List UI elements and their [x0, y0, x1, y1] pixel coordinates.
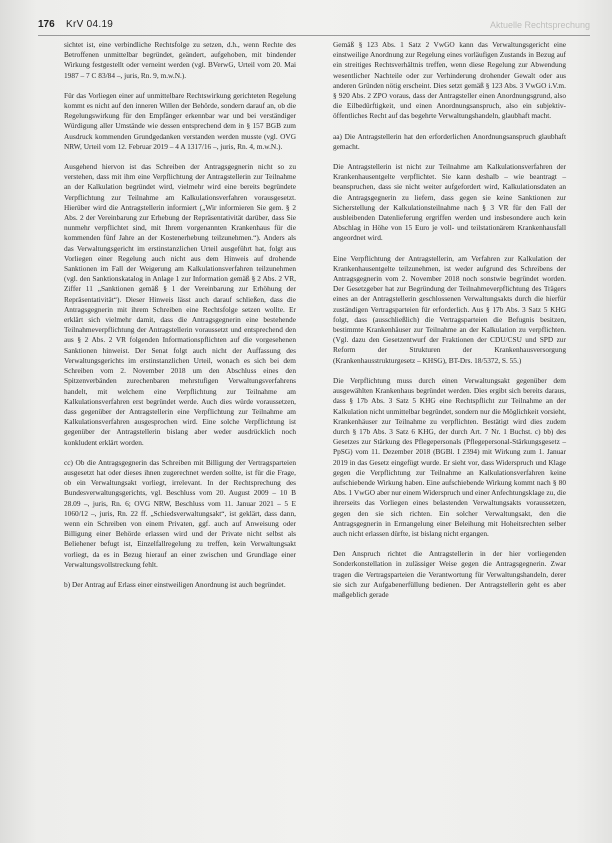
paragraph: Für das Vorliegen einer auf unmittelbare Rechtswirkung gerichteten Regelung kommt es nicht auf den inneren Willen der Behörde, sondern darauf an, ob die Regelungswirkung für den Empfänger erkennbar war und bei verständiger Würdigung aller Umstände wie dessen entsprechend dem in § 157 BGB zum Ausdruck kommenden Grundgedanken verstanden werden musste (vgl. OVG NRW, Urteil vom 12. Februar 2019 – 4 A 1317/16 –, juris, Rn. 4, m.w.N.).	[64, 90, 296, 151]
running-header	[20, 17, 590, 33]
paragraph: Die Verpflichtung muss durch einen Verwaltungsakt gegenüber dem ausgewählten Krankenhaus begründet werden. Dies ergibt sich bereits daraus, dass § 17b Abs. 3 Satz 5 KHG eine Rechtspflicht zur Teilnahme an der Kalkulation nicht unmittelbar begründet, sondern nur die Möglichkeit vorsieht, Krankenhäuser zur Teilnahme zu verpflichten. Bestätigt wird dies zudem durch § 17b Abs. 3 Satz 6 KHG, der durch Art. 7 Nr. 1 Buchst. c) bb) des Gesetzes zur Stärkung des Pflegepersonals (Pflegepersonal-Stärkungsgesetz – PpSG) vom 11. Dezember 2018 (BGBl. I 2394) mit Wirkung zum 1. Januar 2019 in das Gesetz eingefügt wurde. Er sieht vor, dass Widerspruch und Klage gegen die Verpflichtung zur Teilnahme an Kalkulationsverfahren keine aufschiebende Wirkung haben. Eine aufschiebende Wirkung kommt nach § 80 Abs. 1 VwGO aber nur einem Widerspruch und einer Anfechtungsklage zu, die ihrerseits das Vorliegen eines belastenden Verwaltungsakts voraussetzen, gegen den sie sich richten. Ein solcher Verwaltungsakt, den die Antragsgegnerin in Ermangelung einer Beleihung mit Hoheitsrechten selber auch nicht erlassen dürfte, ist bislang nicht ergangen.	[333, 375, 566, 538]
paragraph: cc) Ob die Antragsgegnerin das Schreiben mit Billigung der Vertragsparteien ausgesetzt hat oder dieses ihnen zugerechnet werden sollte, ist für die Frage, ob ein Verwaltungsakt vorliegt, irrelevant. In der Rechtsprechung des Bundesverwaltungsgerichts, vgl. Beschluss vom 20. August 2009 – 10 B 28.09 –, juris, Rn. 6; OVG NRW, Beschluss vom 11. Januar 2021 – 5 E 1060/12 –, juris, Rn. 22 ff. „Schiedsverwaltungsakt“, ist geklärt, dass dann, wenn ein Schreiben von einem Privaten, ggf. auch auf Anweisung oder Billigung einer Behörde erlassen wird und der Private nicht selbst als Beliehener befugt ist, Einzelfallregelung zu treffen, kein Verwaltungsakt vorliegt, da es in Bezug hierauf an einer zwischen und Grundlage einer Verwaltungsvollstreckung fehlt.	[64, 457, 296, 569]
right-column	[333, 40, 566, 610]
paragraph: Den Anspruch richtet die Antragstellerin in der hier vorliegenden Sonderkonstellation in zulässiger Weise gegen die Antragsgegnerin. Zwar tragen die Vertragsparteien die Verantwortung für Verwaltungshandeln, derer sie sich zur Aufgabenerfüllung bedienen. Der Antragstellerin geht es aber maßgeblich gerade	[333, 549, 566, 599]
paragraph: Die Antragstellerin ist nicht zur Teilnahme am Kalkulationsverfahren der Krankenhausentgelte verpflichtet. Sie kann deshalb – wie beantragt – beanspruchen, dass sie nicht weiter aufgefordert wird, Kalkulationsdaten an die Antragsgegnerin zu liefern, dass gegen sie keine Sanktionen zur Sicherstellung der Kalkulationsteilnahme nach § 3 VR für den Fall der ausbleibenden Datenlieferung ergriffen werden und insbesondere auch kein Abschlag in Höhe von 15 Euro je voll- und teilstationärem Krankenhausfall angeordnet wird.	[333, 162, 566, 243]
paragraph: Eine Verpflichtung der Antragstellerin, am Verfahren zur Kalkulation der Krankenhausentgelte teilzunehmen, ist weder aufgrund des Schreibens der Antragsgegnerin vom 2. November 2018 noch sonstwie begründet worden. Der Gesetzgeber hat zur Begründung der Teilnahmeverpflichtung des Trägers eines an der Antragstellerin geschlossenen Verwaltungsakts durch die hierfür zuständigen Vertragsparteien für erforderlich. Aus § 17b Abs. 3 Satz 5 KHG folgt, dass (ausschließlich) die Vertragsparteien die Befugnis besitzen, bestimmte Krankenhäuser zur Teilnahme an der Kalkulation zu verpflichten. (Vgl. dazu den Gesetzentwurf der Fraktionen der CDU/CSU und SPD zur Reform der Strukturen der Krankenhausversorgung (Krankenhausstrukturgesetz – KHSG), BT-Drs. 18/5372, S. 55.)	[333, 253, 566, 365]
paragraph: Gemäß § 123 Abs. 1 Satz 2 VwGO kann das Verwaltungsgericht eine einstweilige Anordnung zur Regelung eines vorläufigen Zustands in Bezug auf ein streitiges Rechtsverhältnis treffen, wenn diese Regelung zur Abwendung wesentlicher Nachteile oder zur Verhinderung drohender Gewalt oder aus anderen Gründen nötig erscheint. Dies setzt gemäß § 123 Abs. 3 VwGO i.V.m. § 920 Abs. 2 ZPO voraus, dass der Antragsteller einen Anordnungsgrund, also die Eilbedürftigkeit, und einen Anordnungsanspruch, also ein subjektiv-öffentliches Recht auf das begehrte Verwaltungshandeln, glaubhaft macht.	[333, 40, 566, 121]
page-number: 176	[38, 19, 55, 30]
paragraph: sichtet ist, eine verbindliche Rechtsfolge zu setzen, d.h., wenn Rechte des Betroffenen unmittelbar begründet, geändert, aufgehoben, mit bindender Wirkung festgestellt oder verneint werden (vgl. BVerwG, Urteil vom 20. Mai 1987 – 7 C 83/84 –, juris, Rn. 9, m.w.N.).	[64, 40, 296, 80]
section-label: Aktuelle Rechtsprechung	[489, 20, 590, 30]
paragraph: Ausgehend hiervon ist das Schreiben der Antragsgegnerin nicht so zu verstehen, dass mit ihm eine Verpflichtung der Antragstellerin zur Teilnahme an der Kalkulation begründet wird, vielmehr wird eine bereits begründete Verpflichtung zur Teilnahme am Kalkulationsverfahren vorausgesetzt. Hierüber wird die Antragstellerin informiert („Wir informieren Sie gem. § 2 Abs. 2 der Vereinbarung zur Erhebung der Repräsentativität darüber, dass Sie nunmehr verpflichtet sind, mit Ihrem vorgenannten Krankenhaus für die kommenden fünf Jahre an der Kostenerhebung teilzunehmen.“). Anders als das Verwaltungsgericht im erstinstanzlichen Urteil ausgeführt hat, folgt aus Vorliegen einer Regelung auch nicht aus dem Hinweis auf drohende Sanktionen im Fall der Weigerung am Kalkulationsverfahren teilzunehmen (vgl. den Sanktionskatalog in Anlage 1 zur Information gemäß § 2 Abs. 2 VR, Ziffer 11 „Sanktionen gemäß § 1 der Vereinbarung zur Erhöhung der Repräsentativität“). Dieser Hinweis lässt auch darauf schließen, dass die Antragsgegnerin mit ihrem Schreiben eine Rechtsfolge setzen wollte. Er erklärt sich vielmehr damit, dass die Antragsgegnerin eine bestehende Teilnahmeverpflichtung der Antragstellerin voraussetzt und entsprechend den aus § 2 Abs. 2 VR folgenden Informationspflichten auf die vorgesehenen Sanktionen hinweist. Der Senat folgt auch nicht der Auffassung des Verwaltungsgerichts im erstinstanzlichen Urteil, wonach es sich bei dem Schreiben vom 2. November 2018 um den Abschluss eines den Spitzenverbänden zurechenbaren mehrstufigen Verwaltungsverfahrens handelt, mit welchem eine Verpflichtung zur Teilnahme am Kalkulationsverfahren erst begründet werde. Auch dies würde voraussetzen, dass gegenüber der Antragstellerin eine Verpflichtung zur Teilnahme am Kalkulationsverfahren ausgesprochen wird. Eine solche Verpflichtung ist gegenüber der Antragstellerin bislang aber weder ausdrücklich noch konkludent erklärt worden.	[64, 162, 296, 447]
left-column	[64, 40, 296, 600]
header-rule	[38, 35, 590, 36]
paragraph: aa) Die Antragstellerin hat den erforderlichen Anordnungsanspruch glaubhaft gemacht.	[333, 131, 566, 151]
paragraph: b) Der Antrag auf Erlass einer einstweiligen Anordnung ist auch begründet.	[64, 579, 286, 589]
journal-name: KrV 04.19	[66, 19, 114, 30]
